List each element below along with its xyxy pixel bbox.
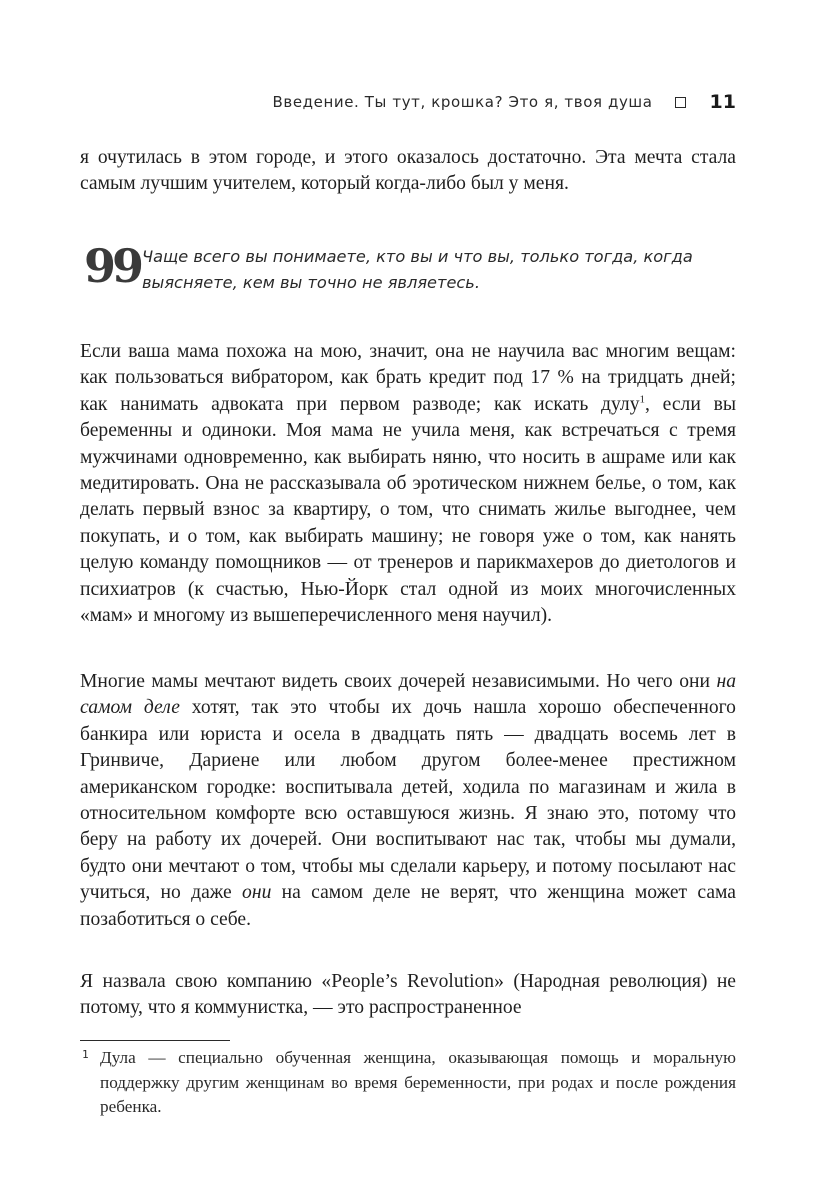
page-number: 11 (709, 91, 736, 113)
paragraph-1-text-b: , если вы беременны и одиноки. Моя мама не учила меня, как встречаться с тремя мужчинами одновременно, как выбирать няню, что носить в ашраме или как медитировать. Она не рассказывала об эротическом нижнем белье, о том, как делать первый взнос за квартиру, о том, что снимать жилье выгоднее, чем покупать, и о том, как выбирать машину; не говоря уже о том, как нанять целую команду помощников — от тренеров и парикмахеров до диетологов и психиатров (к счастью, Нью-Йорк стал одной из моих многочисленных «мам» и многому из вышеперечисленного меня научил). (80, 393, 736, 627)
intro-paragraph (80, 145, 736, 198)
footnote-divider (80, 1040, 230, 1041)
paragraph-3-text: Я назвала свою компанию «People’s Revolution» (Народная революция) не потому, что я коммунистка, — это распространенное (80, 971, 736, 1019)
pull-quote (80, 239, 736, 300)
footnote-reference: 1 (639, 393, 646, 406)
running-header (80, 88, 736, 116)
chapter-title: Введение. Ты тут, крошка? Это я, твоя душа (272, 93, 653, 111)
body-paragraph-3 (80, 969, 736, 1022)
quote-text: Чаще всего вы понимаете, кто вы и что вы, только тогда, когда выясняете, кем вы точно не являетесь. (142, 247, 693, 292)
body-paragraph-1 (80, 339, 736, 629)
footnote (80, 1046, 736, 1120)
body-paragraph-2 (80, 669, 736, 933)
paragraph-1-text-a: Если ваша мама похожа на мою, значит, она не научила вас многим вещам: как пользоваться вибратором, как брать кредит под 17 % на тридцать дней; как нанимать адвоката при первом разводе; как искать дулу (80, 341, 736, 415)
paragraph-2-emphasis-1: на самом деле (80, 671, 736, 719)
paragraph-2-emphasis-2: они (242, 882, 272, 904)
paragraph-2-text-b: хотят, так это чтобы их дочь нашла хорошо обеспеченного банкира или юриста и осела в двадцать пять — двадцать восемь лет в Гринвиче, Дариене или любом другом более-менее престижном американском городке: воспитывала детей, ходила по магазинам и жила в относительном комфорте всю оставшуюся жизнь. Я знаю это, потому что беру на работу их дочерей. Они воспитывают нас так, чтобы мы думали, будто они мечтают о том, чтобы мы сделали карьеру, и потому посылают нас учиться, но даже (80, 697, 736, 904)
paragraph-2-text-a: Многие мамы мечтают видеть своих дочерей независимыми. Но чего они (80, 671, 717, 692)
footnote-number: 1 (82, 1048, 89, 1061)
quote-mark-icon: 99 (84, 239, 141, 293)
intro-text: я очутилась в этом городе, и этого оказалось достаточно. Эта мечта стала самым лучшим учителем, который когда-либо был у меня. (80, 147, 736, 195)
square-bullet-icon (675, 97, 686, 108)
paragraph-2-text-c: на самом деле не верят, что женщина может сама позаботиться о себе. (80, 882, 736, 930)
footnote-text: Дула — специально обученная женщина, оказывающая помощь и моральную поддержку другим женщинам во время беременности, при родах и после рождения ребенка. (100, 1048, 736, 1116)
